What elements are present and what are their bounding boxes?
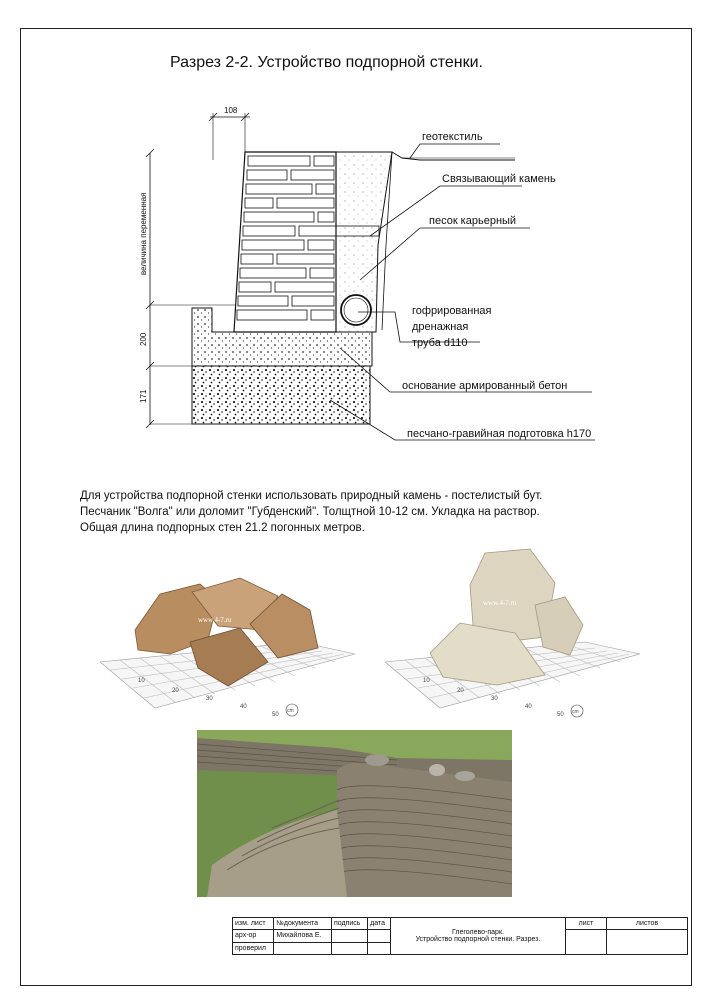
material-description <box>80 488 640 536</box>
tick-10-2: 10 <box>423 678 430 684</box>
stamp-header-sign: подпись <box>331 918 367 930</box>
dim-variable-height: величина переменная <box>139 192 148 275</box>
tick-50-2: 50 <box>557 712 564 718</box>
stamp-header-izm-list: изм. лист <box>233 918 274 930</box>
tick-10: 10 <box>138 678 145 684</box>
label-geotextile: геотекстиль <box>422 131 483 143</box>
label-base-concrete: основание армированный бетон <box>402 380 568 392</box>
label-gravel-prep: песчано-гравийная подготовка h170 <box>407 428 592 440</box>
dolomite-photo <box>385 545 655 720</box>
stamp-project: Глеголево-парк. Устройство подпорной стенки. Разрез. <box>391 918 566 955</box>
tick-20-2: 20 <box>457 688 464 694</box>
tick-30-2: 30 <box>491 696 498 702</box>
tick-30: 30 <box>206 696 213 702</box>
stamp-arch-role: арх-ор <box>233 930 274 942</box>
tick-40-2: 40 <box>525 704 532 710</box>
label-quarry-sand: песок карьерный <box>429 215 517 227</box>
watermark-2: www.4-7.ru <box>483 599 517 607</box>
watermark: www.4-7.ru <box>198 616 232 624</box>
page-title: Разрез 2-2. Устройство подпорной стенки. <box>170 54 483 71</box>
stamp-header-doc: №документа <box>274 918 332 930</box>
stamp-header-date: дата <box>368 918 391 930</box>
drain-pipe <box>341 295 371 325</box>
label-drain-pipe-1: гофрированная <box>412 305 492 317</box>
label-drain-pipe-3: труба d110 <box>412 337 468 349</box>
dim-top-width: 108 <box>224 106 238 115</box>
gravel-prep-layer <box>192 366 370 424</box>
unit-cm-2: cm <box>572 709 579 715</box>
stamp-check-role: проверил <box>233 942 274 954</box>
sandstone-photo <box>100 570 370 720</box>
description-line-3: Общая длина подпорных стен 21.2 погонных метров. <box>80 522 365 534</box>
stamp-arch-name: Михайлова Е. <box>274 930 332 942</box>
dim-base-height: 200 <box>139 332 148 346</box>
dim-prep-height: 171 <box>139 389 148 403</box>
description-line-1: Для устройства подпорной стенки использовать природный камень - постелистый бут. <box>80 490 543 502</box>
geotextile-line <box>392 152 515 160</box>
tick-20: 20 <box>172 688 179 694</box>
description-line-2: Песчаник "Волга" или доломит "Губденский". Толщтной 10-12 см. Укладка на раствор. <box>80 506 540 518</box>
stamp-sheet-label: лист <box>566 918 607 930</box>
title-block <box>232 917 688 955</box>
retaining-wall-photo <box>197 730 512 897</box>
tick-40: 40 <box>240 704 247 710</box>
label-drain-pipe-2: дренажная <box>412 321 469 333</box>
section-diagram <box>0 0 707 460</box>
tick-50: 50 <box>272 712 279 718</box>
stamp-sheets-label: листов <box>607 918 688 930</box>
stone-wall <box>234 152 336 332</box>
unit-cm: cm <box>287 708 294 714</box>
label-binding-stone: Связывающий камень <box>442 173 556 185</box>
